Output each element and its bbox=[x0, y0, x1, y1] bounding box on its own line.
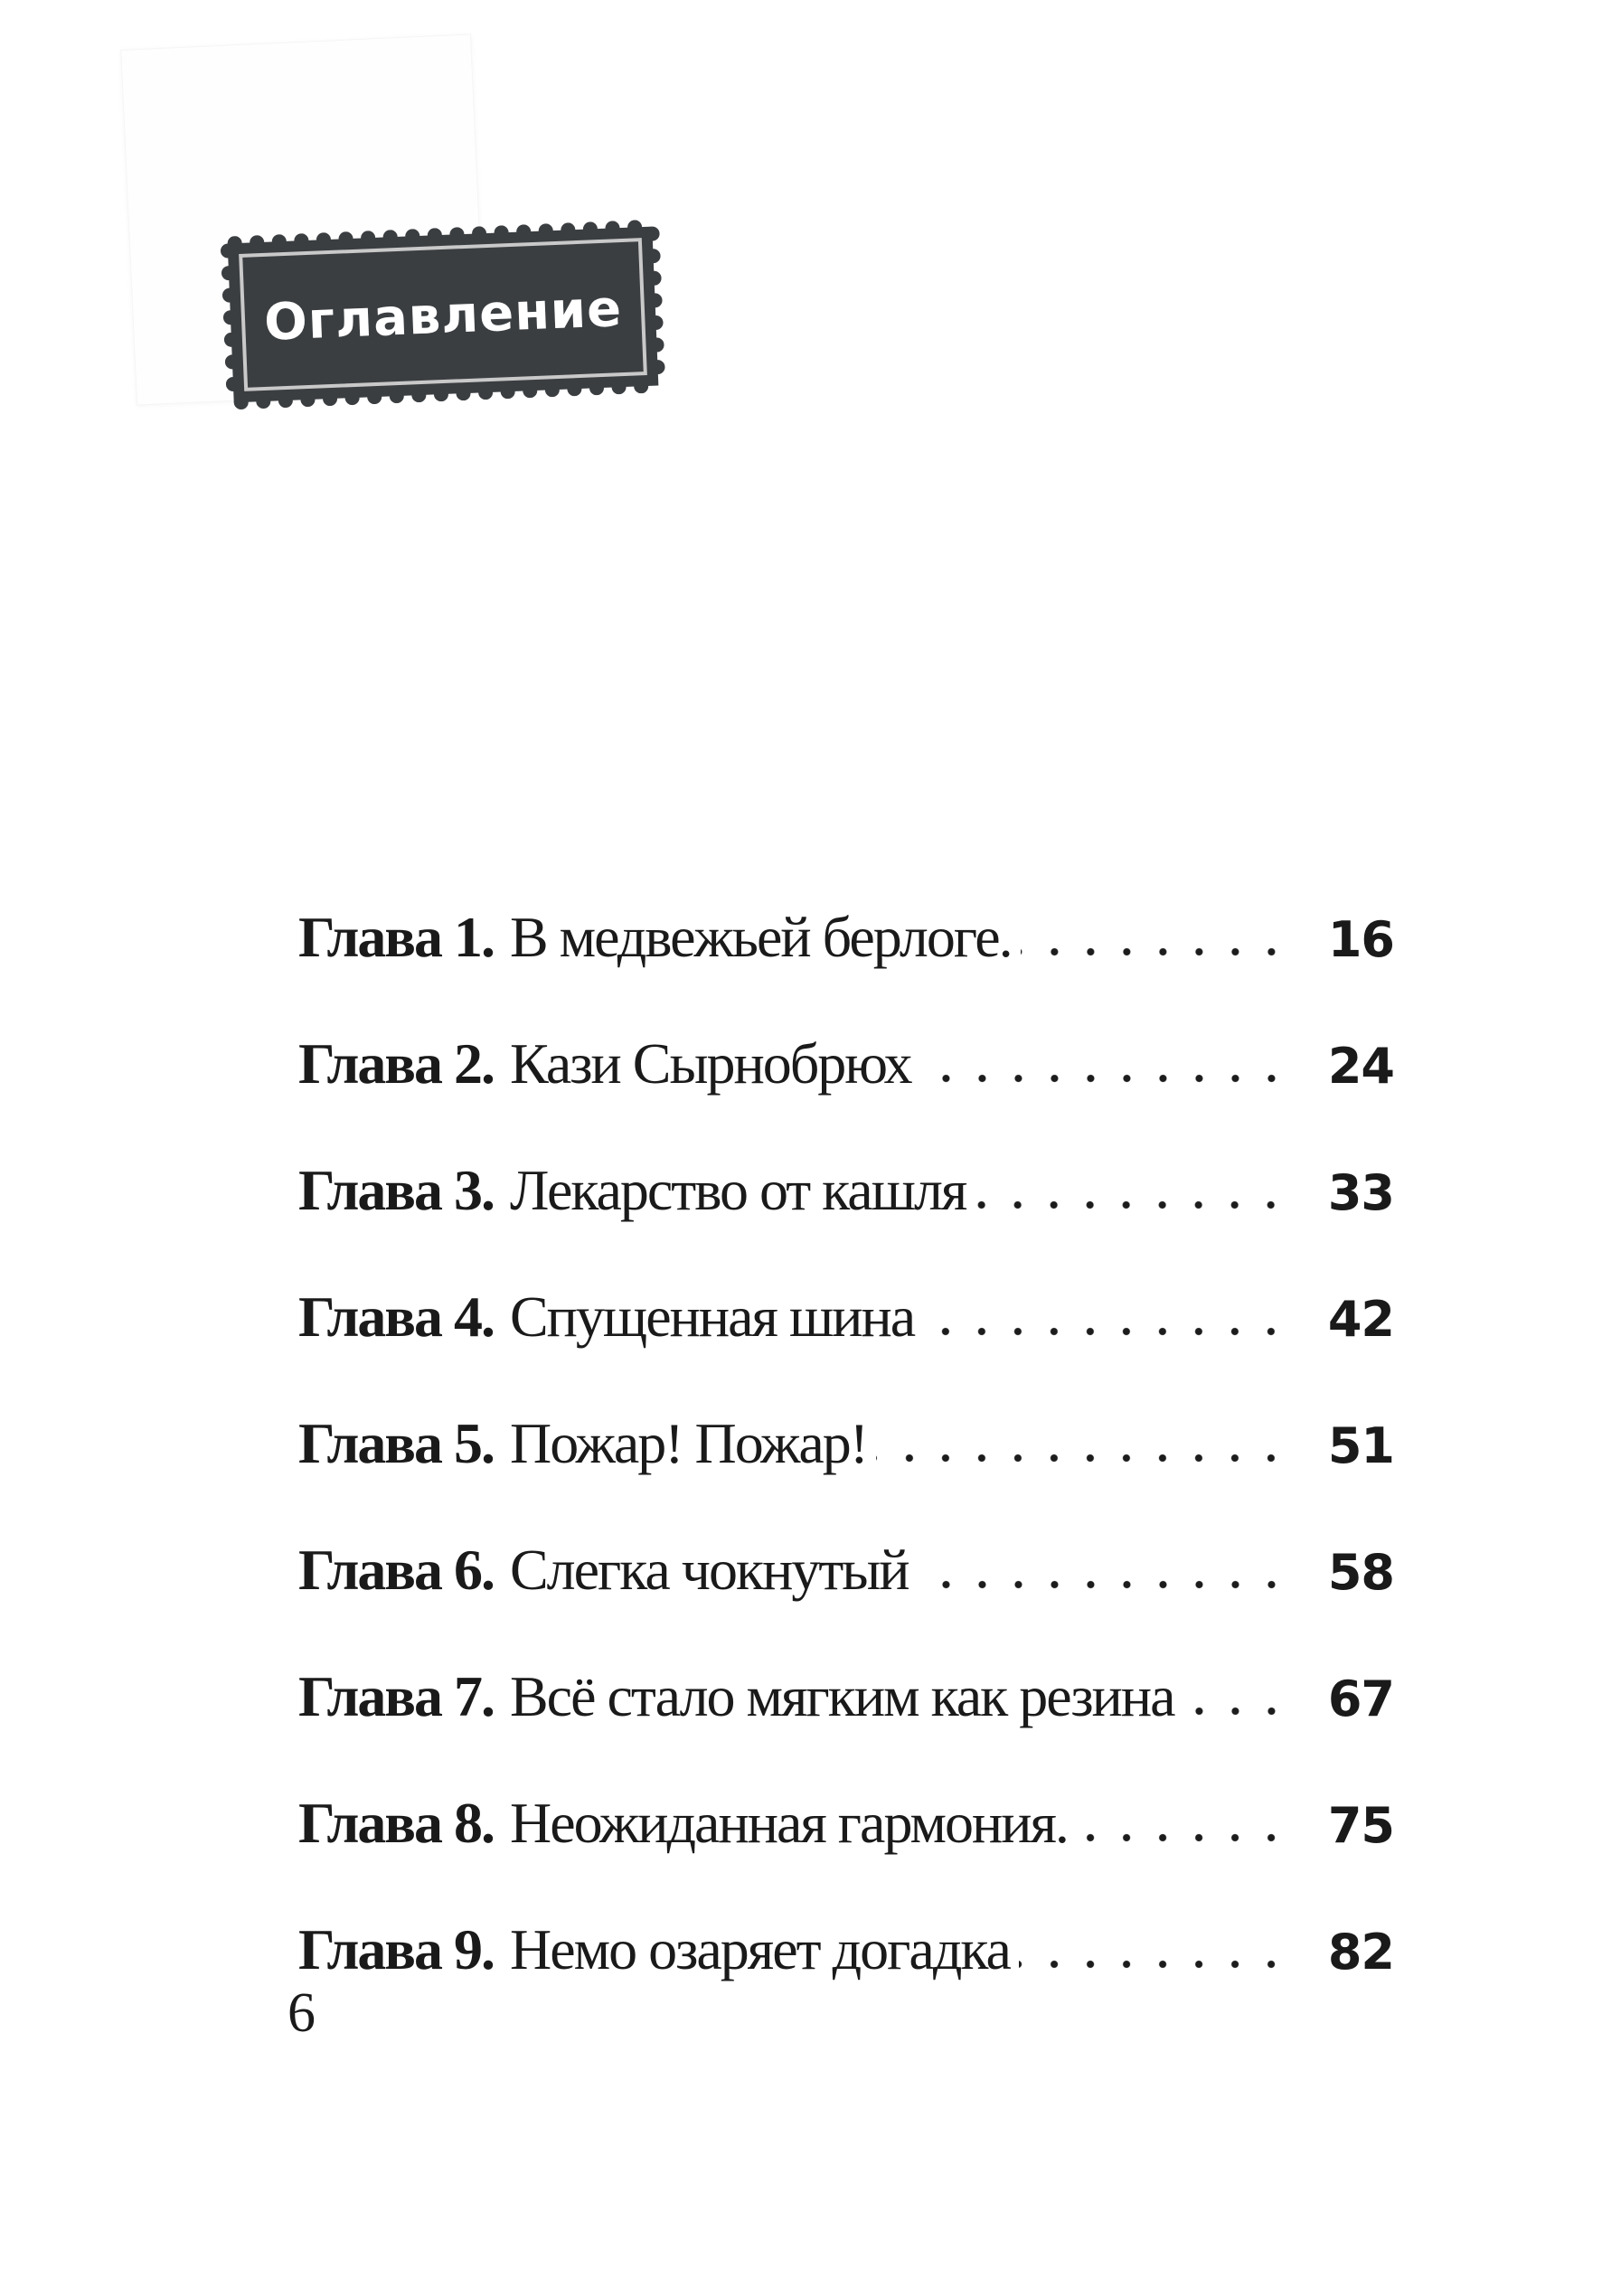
page-number: 58 bbox=[1327, 1544, 1394, 1601]
dot-leader bbox=[1021, 947, 1289, 956]
chapter-title: Немо озаряет догадка bbox=[509, 1917, 1010, 1981]
chapter-label: Глава 1. bbox=[298, 905, 494, 969]
folio-page-number: 6 bbox=[287, 1982, 316, 2044]
toc-entry bbox=[298, 1663, 1394, 1790]
chapter-label: Глава 3. bbox=[298, 1158, 494, 1222]
page-number: 42 bbox=[1327, 1291, 1394, 1348]
page-number: 16 bbox=[1327, 911, 1394, 968]
page-number: 75 bbox=[1327, 1797, 1394, 1854]
chapter-title: Пожар! Пожар! bbox=[509, 1411, 868, 1475]
chapter-label: Глава 2. bbox=[298, 1031, 494, 1096]
dot-leader bbox=[1183, 1707, 1289, 1716]
chapter-title: Слегка чокнутый bbox=[509, 1538, 909, 1602]
chapter-label: Глава 5. bbox=[298, 1411, 494, 1475]
dot-leader bbox=[975, 1200, 1289, 1209]
toc-entry bbox=[298, 1537, 1394, 1663]
toc-entry bbox=[298, 1284, 1394, 1410]
page-number: 82 bbox=[1327, 1924, 1394, 1981]
chapter-title: Спущенная шина bbox=[509, 1284, 915, 1349]
chapter-title: В медвежьей берлоге. bbox=[509, 905, 1012, 969]
toc-entry bbox=[298, 1157, 1394, 1284]
toc-entry bbox=[298, 904, 1394, 1030]
toc-entry bbox=[298, 1790, 1394, 1916]
dot-leader bbox=[920, 1074, 1289, 1083]
page-number: 67 bbox=[1327, 1670, 1394, 1727]
stamp-title: Оглавление bbox=[262, 278, 624, 353]
toc-entry bbox=[298, 1916, 1394, 2043]
chapter-label: Глава 7. bbox=[298, 1664, 494, 1728]
dot-leader bbox=[1019, 1960, 1289, 1969]
page-number: 33 bbox=[1327, 1164, 1394, 1221]
chapter-title: Неожиданная гармония. bbox=[509, 1791, 1068, 1855]
toc-entry bbox=[298, 1030, 1394, 1157]
dot-leader bbox=[918, 1580, 1289, 1589]
chapter-label: Глава 8. bbox=[298, 1791, 494, 1855]
chapter-label: Глава 4. bbox=[298, 1284, 494, 1349]
chapter-label: Глава 9. bbox=[298, 1917, 494, 1981]
contents-stamp bbox=[220, 219, 665, 409]
dot-leader bbox=[1077, 1833, 1289, 1842]
table-of-contents bbox=[298, 904, 1394, 2043]
page-number: 51 bbox=[1327, 1417, 1394, 1474]
chapter-title: Всё стало мягким как резина bbox=[509, 1664, 1174, 1728]
dot-leader bbox=[923, 1327, 1289, 1336]
page-number: 24 bbox=[1327, 1038, 1394, 1095]
toc-entry bbox=[298, 1410, 1394, 1537]
chapter-title: Кази Сырнобрюх bbox=[509, 1031, 911, 1096]
chapter-label: Глава 6. bbox=[298, 1538, 494, 1602]
chapter-title: Лекарство от кашля bbox=[509, 1158, 966, 1222]
dot-leader bbox=[876, 1454, 1289, 1463]
